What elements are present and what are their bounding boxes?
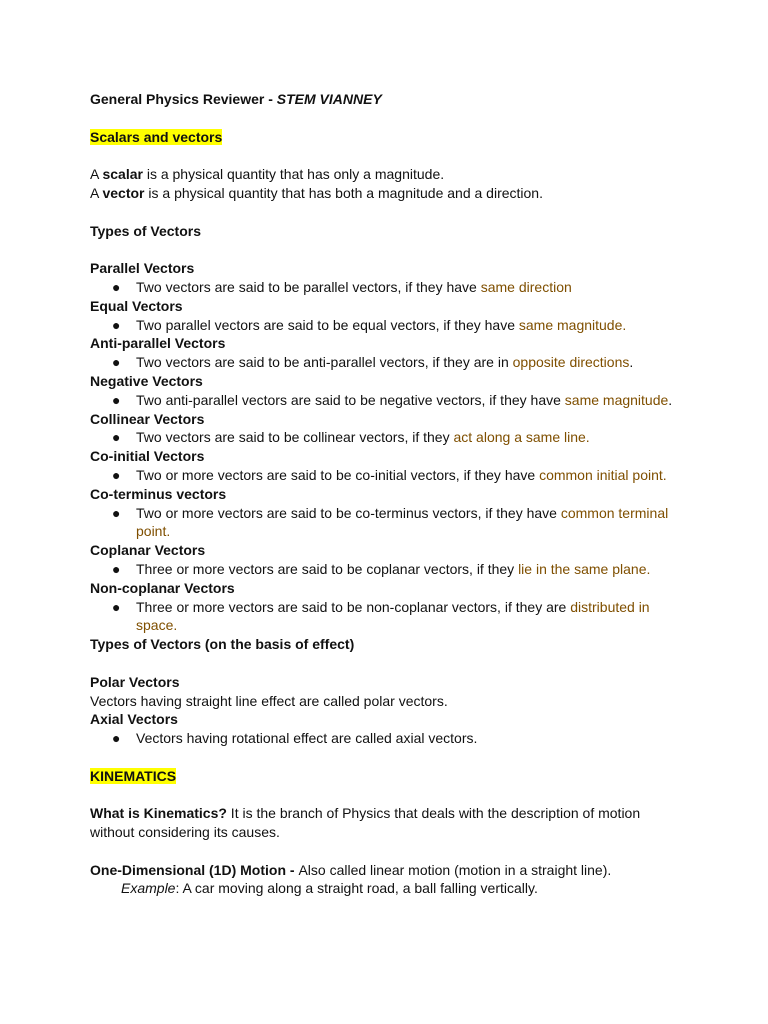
vector-type-heading: Equal Vectors <box>90 297 183 314</box>
scalar-definition <box>90 165 680 184</box>
vector-pre: A <box>90 184 103 201</box>
one-d-motion <box>90 861 680 880</box>
section-highlight: Scalars and vectors <box>90 128 223 145</box>
bullet-dot: ● <box>112 560 121 577</box>
vector-type-bullet <box>90 504 681 542</box>
example-label: Example <box>121 880 176 897</box>
vector-type-key-phrase: same magnitude <box>564 391 669 408</box>
vector-type-bullet <box>90 598 681 636</box>
axial-bullet <box>90 729 680 748</box>
kinematics-question: What is Kinematics? <box>90 805 227 822</box>
scalar-post: is a physical quantity that has only a magnitude. <box>142 166 445 183</box>
kinematics-definition <box>90 804 650 842</box>
vector-type-description: Two parallel vectors are said to be equal vectors, if they have <box>136 316 519 333</box>
vector-type-bullet <box>90 278 681 297</box>
vector-type-bullet <box>90 560 681 579</box>
vector-type-description: Two or more vectors are said to be co-initial vectors, if they have <box>136 466 540 483</box>
vector-type-description: Three or more vectors are said to be coplanar vectors, if they <box>136 560 519 577</box>
polar-heading: Polar Vectors <box>90 673 180 690</box>
vector-type-key-phrase: common terminal point. <box>136 504 669 540</box>
polar-text: Vectors having straight line effect are called polar vectors. <box>90 692 448 709</box>
effect-heading: Types of Vectors (on the basis of effect) <box>90 636 355 653</box>
example-line <box>90 879 680 898</box>
vector-type-description: Two or more vectors are said to be co-terminus vectors, if they have <box>136 504 561 521</box>
vector-definition <box>90 184 680 203</box>
vector-type-tail: . <box>629 354 634 371</box>
vector-type-description: Two vectors are said to be parallel vectors, if they have <box>136 278 481 295</box>
vector-type-key-phrase: common initial point. <box>539 466 667 483</box>
vector-word: vector <box>102 184 145 201</box>
vector-type-bullet <box>90 466 681 485</box>
bullet-dot: ● <box>112 730 121 747</box>
vector-type-key-phrase: distributed in space. <box>136 598 650 634</box>
vector-type-bullet <box>90 391 681 410</box>
bullet-dot: ● <box>112 391 121 408</box>
one-d-text: Also called linear motion (motion in a straight line). <box>298 861 612 878</box>
vector-type-heading: Non-coplanar Vectors <box>90 579 235 596</box>
scalar-word: scalar <box>102 166 143 183</box>
bullet-dot: ● <box>112 316 121 333</box>
bullet-dot: ● <box>112 466 121 483</box>
bullet-dot: ● <box>112 278 121 295</box>
section-heading-kinematics <box>90 767 680 786</box>
title-italic: STEM VIANNEY <box>276 91 382 107</box>
title-text: General Physics Reviewer - <box>90 91 277 107</box>
vector-type-heading: Co-terminus vectors <box>90 485 227 502</box>
vector-type-key-phrase: same direction <box>480 278 572 295</box>
bullet-dot: ● <box>112 504 121 521</box>
vector-type-bullet <box>90 353 681 372</box>
vector-type-key-phrase: act along a same line. <box>453 429 590 446</box>
vector-type-heading: Collinear Vectors <box>90 410 205 427</box>
vector-type-tail: . <box>668 391 673 408</box>
vector-type-heading: Anti-parallel Vectors <box>90 335 226 352</box>
section-highlight: KINEMATICS <box>90 767 177 784</box>
bullet-dot: ● <box>112 598 121 615</box>
vector-type-description: Three or more vectors are said to be non-coplanar vectors, if they are <box>136 598 571 615</box>
vector-post: is a physical quantity that has both a magnitude and a direction. <box>144 184 543 201</box>
document-page <box>90 90 680 898</box>
example-text: : A car moving along a straight road, a ball falling vertically. <box>175 880 538 897</box>
vector-type-bullet <box>90 316 681 335</box>
vector-type-description: Two vectors are said to be anti-parallel vectors, if they are in <box>136 354 513 371</box>
bullet-dot: ● <box>112 354 121 371</box>
vector-type-heading: Negative Vectors <box>90 372 203 389</box>
vector-type-heading: Co-initial Vectors <box>90 448 205 465</box>
vector-type-description: Two anti-parallel vectors are said to be negative vectors, if they have <box>136 391 565 408</box>
vector-type-heading: Coplanar Vectors <box>90 542 206 559</box>
bullet-dot: ● <box>112 429 121 446</box>
section-heading-scalars <box>90 128 680 147</box>
vector-type-heading: Parallel Vectors <box>90 260 195 277</box>
vector-type-key-phrase: same magnitude. <box>518 316 627 333</box>
document-title <box>90 90 680 109</box>
vector-type-bullet <box>90 428 681 447</box>
vector-type-key-phrase: lie in the same plane. <box>518 560 651 577</box>
types-heading: Types of Vectors <box>90 222 202 239</box>
vector-type-description: Two vectors are said to be collinear vectors, if they <box>136 429 454 446</box>
axial-text: Vectors having rotational effect are called axial vectors. <box>136 730 478 747</box>
vector-type-key-phrase: opposite directions <box>512 354 630 371</box>
vector-types-list <box>90 259 680 635</box>
scalar-pre: A <box>90 166 103 183</box>
axial-heading: Axial Vectors <box>90 711 178 728</box>
one-d-label: One-Dimensional (1D) Motion - <box>90 861 299 878</box>
kinematics-answer: It is the branch of Physics that deals with the description of motion without considering its causes. <box>90 805 641 841</box>
